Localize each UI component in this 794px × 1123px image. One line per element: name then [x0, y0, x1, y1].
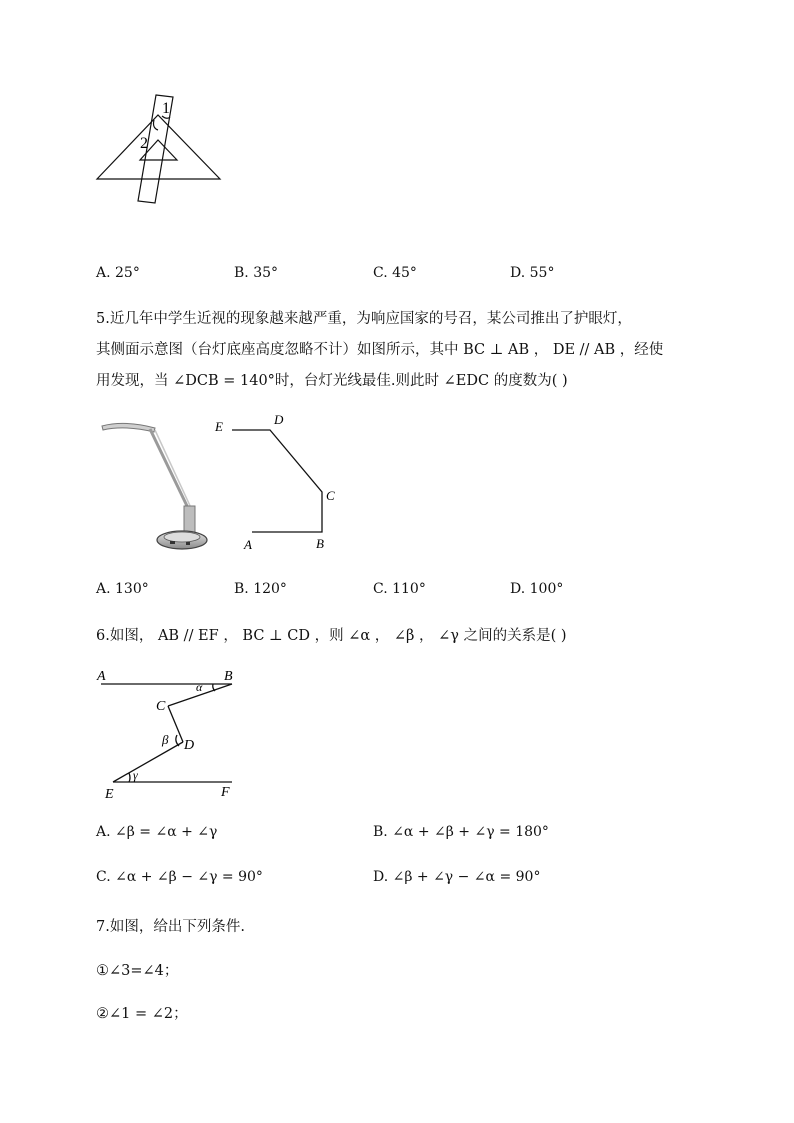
q4-figure: [90, 90, 230, 212]
q6-label-a: A: [97, 669, 106, 684]
q6-gamma-arc: [129, 773, 130, 782]
q7-condition-2: ②∠1 = ∠2；: [96, 1006, 188, 1022]
q5-option-b[interactable]: B. 120°: [234, 581, 287, 597]
lamp-upper-arm: [150, 429, 188, 508]
q5-text-line3: 用发现，当 ∠DCB = 140°时，台灯光线最佳.则此时 ∠EDC 的度数为( ): [96, 373, 568, 389]
q4-angle2-arc: [154, 120, 159, 130]
q6-label-e: E: [105, 787, 114, 802]
q4-label-1: 1: [162, 100, 170, 117]
q5-label-b: B: [316, 536, 324, 551]
q6-figure: [95, 663, 245, 803]
q5-label-c: C: [326, 488, 335, 503]
q6-label-b: B: [224, 669, 233, 684]
q6-label-beta: β: [162, 732, 169, 747]
q7-text-line1: 7.如图，给出下列条件.: [96, 919, 245, 935]
q5-option-c[interactable]: C. 110°: [373, 581, 426, 597]
q6-label-f: F: [221, 785, 230, 800]
q5-option-d[interactable]: D. 100°: [510, 581, 564, 597]
q5-label-e: E: [215, 419, 223, 434]
q6-text-line1: 6.如图， AB // EF ， BC ⊥ CD ，则 ∠α ， ∠β ， ∠γ 之间的关系是( ): [96, 628, 567, 644]
q5-figure: [210, 410, 340, 555]
q4-label-2: 2: [140, 135, 148, 152]
lamp-post: [184, 506, 195, 534]
q4-option-c[interactable]: C. 45°: [373, 265, 417, 281]
q5-polyline-edcba: [232, 430, 322, 532]
q6-label-gamma: γ: [133, 768, 138, 782]
q5-label-d: D: [274, 412, 284, 427]
q5-text-line1: 5.近几年中学生近视的现象越来越严重，为响应国家的号召，某公司推出了护眼灯，: [96, 311, 632, 327]
q5-label-a: A: [244, 537, 252, 552]
q6-label-d: D: [184, 738, 195, 753]
q6-option-b[interactable]: B. ∠α + ∠β + ∠γ = 180°: [373, 824, 549, 840]
lamp-lower-arm: [155, 430, 192, 510]
lamp-head: [102, 423, 155, 432]
q6-option-d[interactable]: D. ∠β + ∠γ − ∠α = 90°: [373, 869, 541, 885]
q7-condition-1: ①∠3=∠4；: [96, 963, 179, 979]
desk-lamp-illustration: [100, 418, 215, 556]
q4-option-d[interactable]: D. 55°: [510, 265, 555, 281]
q6-option-c[interactable]: C. ∠α + ∠β − ∠γ = 90°: [96, 869, 263, 885]
q6-segment-de: [113, 742, 183, 782]
q4-option-b[interactable]: B. 35°: [234, 265, 279, 281]
q4-large-triangle: [97, 115, 220, 179]
q4-option-a[interactable]: A. 25°: [96, 265, 140, 281]
q5-text-line2: 其侧面示意图（台灯底座高度忽略不计）如图所示，其中 BC ⊥ AB ， DE // AB ，经使: [96, 342, 664, 358]
q6-label-c: C: [156, 699, 166, 714]
q5-option-a[interactable]: A. 130°: [96, 581, 149, 597]
q6-option-a[interactable]: A. ∠β = ∠α + ∠γ: [96, 824, 218, 840]
q6-segment-cd: [168, 706, 183, 742]
q6-label-alpha: α: [196, 680, 203, 694]
